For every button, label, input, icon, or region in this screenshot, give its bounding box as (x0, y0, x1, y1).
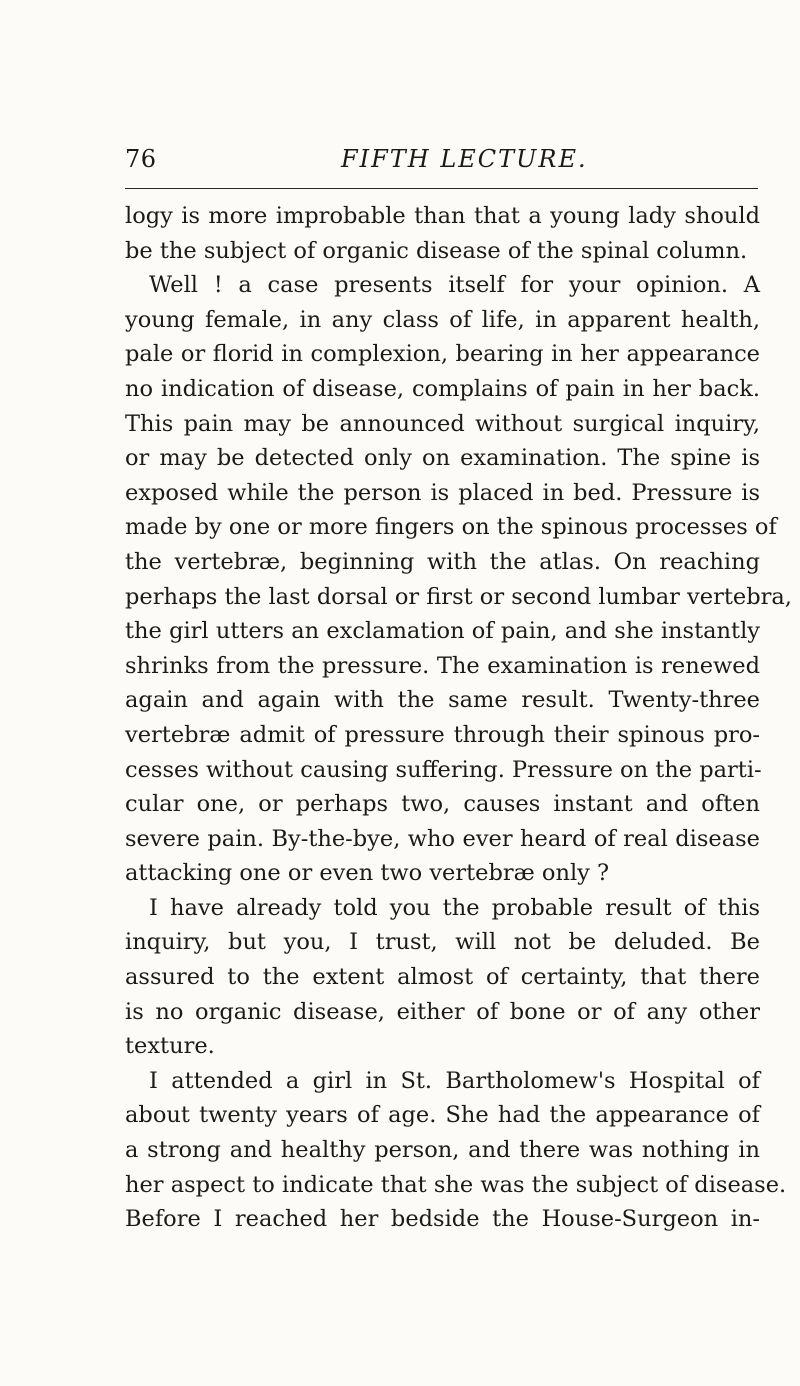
text-line: perhaps the last dorsal or first or second lumbar vertebra, (125, 583, 792, 610)
text-line: This pain may be announced without surgical inquiry, (125, 410, 760, 437)
text-line: no indication of disease, complains of pain in her back. (125, 375, 760, 402)
text-line: be the subject of organic disease of the spinal column. (125, 237, 748, 264)
text-line: is no organic disease, either of bone or of any other (125, 998, 760, 1025)
text-line: Before I reached her bedside the House-Surgeon in- (125, 1206, 760, 1233)
text-line: vertebræ admit of pressure through their spinous pro- (125, 721, 760, 748)
text-line: shrinks from the pressure. The examination is renewed (125, 652, 760, 679)
text-line: inquiry, but you, I trust, will not be deluded. Be (125, 929, 760, 956)
text-line: attacking one or even two vertebræ only ? (125, 860, 610, 887)
body-text (125, 199, 792, 1237)
page-number: 76 (125, 145, 157, 173)
text-line: pale or florid in complexion, bearing in her appearance (125, 341, 760, 368)
text-line: assured to the extent almost of certainty, that there (125, 964, 760, 991)
header-rule (125, 188, 758, 189)
running-head (125, 145, 755, 185)
text-line: I attended a girl in St. Bartholomew's Hospital of (149, 1067, 760, 1094)
text-line: made by one or more fingers on the spinous processes of (125, 514, 777, 541)
text-line: or may be detected only on examination. The spine is (125, 445, 760, 472)
text-line: about twenty years of age. She had the appearance of (125, 1102, 760, 1129)
text-line: a strong and healthy person, and there was nothing in (125, 1137, 760, 1164)
text-line: cular one, or perhaps two, causes instant and often (125, 791, 760, 818)
text-line: exposed while the person is placed in bed. Pressure is (125, 479, 760, 506)
text-line: her aspect to indicate that she was the subject of disease. (125, 1171, 787, 1198)
text-line: severe pain. By-the-bye, who ever heard of real disease (125, 825, 760, 852)
text-line: again and again with the same result. Twenty-three (125, 687, 760, 714)
text-line: the vertebræ, beginning with the atlas. On reaching (125, 548, 760, 575)
text-line: texture. (125, 1033, 215, 1060)
text-line: cesses without causing suffering. Pressure on the parti- (125, 756, 762, 783)
text-line: Well ! a case presents itself for your opinion. A (149, 272, 760, 299)
text-line: logy is more improbable than that a young lady should (125, 203, 760, 229)
text-line: young female, in any class of life, in apparent health, (125, 306, 760, 333)
text-line: I have already told you the probable result of this (149, 894, 760, 921)
text-line: the girl utters an exclamation of pain, and she instantly (125, 618, 760, 645)
running-title: FIFTH LECTURE. (341, 145, 588, 173)
